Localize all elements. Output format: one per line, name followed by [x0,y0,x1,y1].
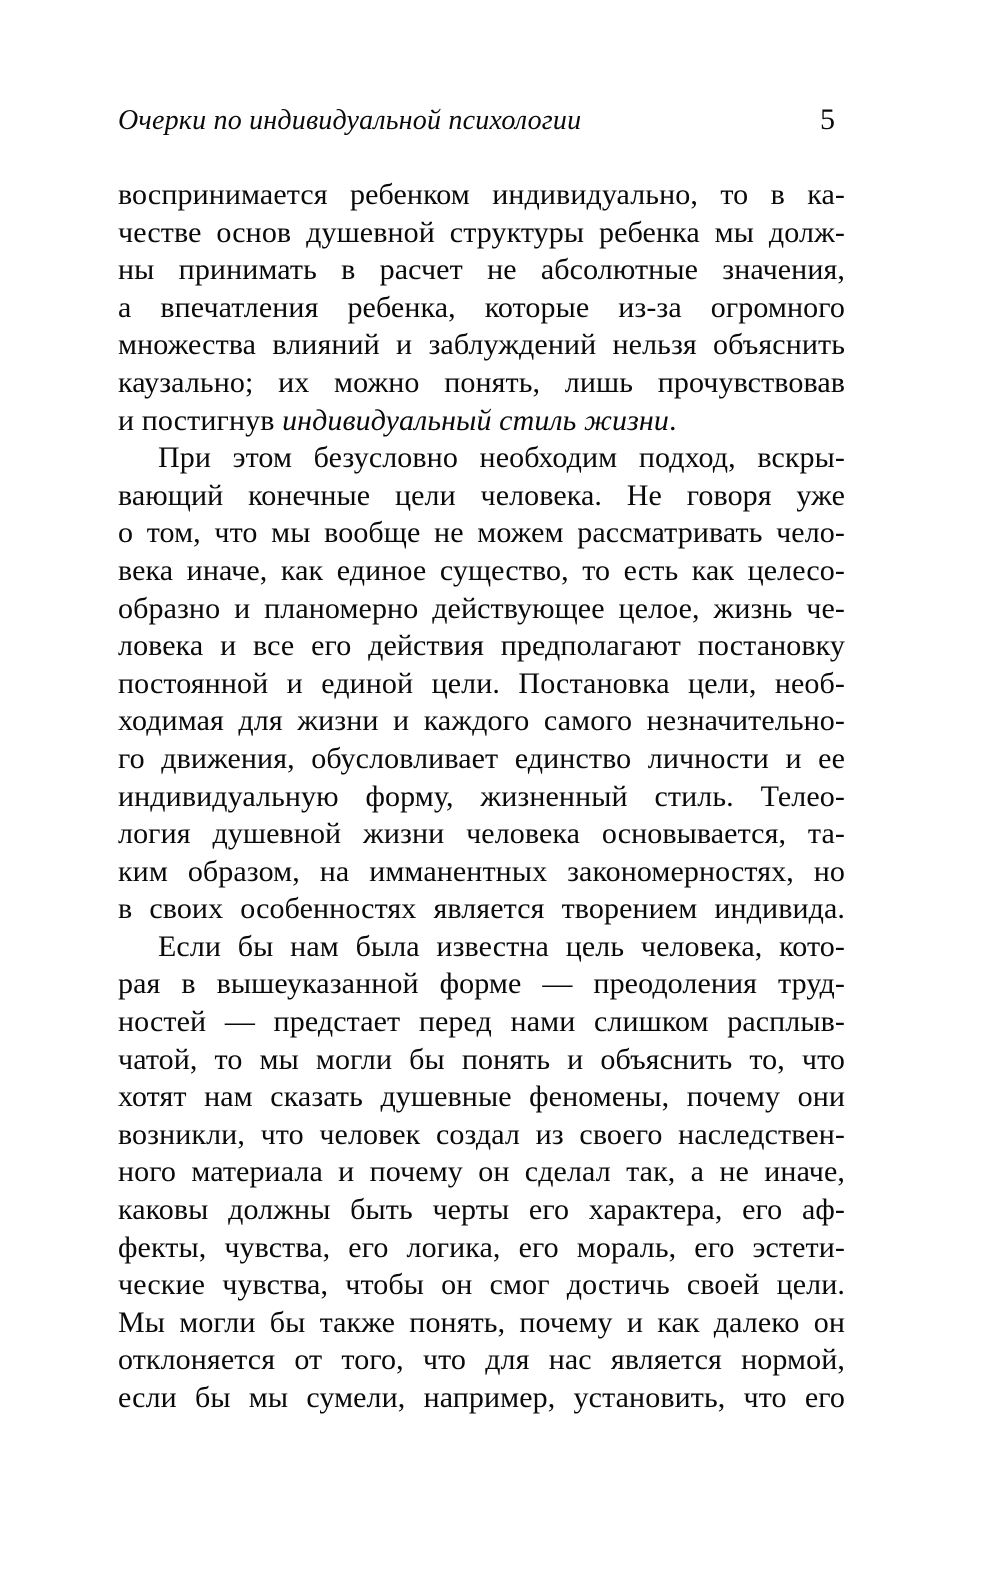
text-segment: . [668,403,677,437]
body-text [118,176,845,1417]
text-line: образно и планомерно действующее целое, жизнь че- [118,591,845,625]
text-segment: и постигнув [118,403,283,437]
text-line: о том, что мы вообще не можем рассматривать чело- [118,516,845,550]
text-line: множества влияний и заблуждений нельзя объяснить [118,328,845,362]
text-line: Мы могли бы также понять, почему и как далеко он [118,1305,845,1339]
text-line: ны принимать в расчет не абсолютные значения, [118,253,845,287]
text-line: ким образом, на имманентных закономерностях, но [118,854,845,888]
text-line: каковы должны быть черты его характера, его аф- [118,1193,845,1227]
text-line: если бы мы сумели, например, установить, что его [118,1381,845,1414]
page-header [118,101,845,140]
text-line: чатой, то мы могли бы понять и объяснить то, что [118,1042,845,1076]
text-line: Если бы нам была известна цель человека, кото- [158,929,845,963]
text-line: фекты, чувства, его логика, его мораль, его эстети- [118,1230,845,1264]
italic-phrase: индивидуальный стиль жизни [282,403,669,437]
text-line: го движения, обусловливает единство личности и ее [118,741,845,775]
text-line [118,402,845,440]
text-line: ного материала и почему он сделал так, а не иначе, [118,1155,845,1189]
running-head-title: Очерки по индивидуальной психологии [118,105,582,136]
text-line: логия душевной жизни человека основывается, та- [118,817,845,851]
text-line: постоянной и единой цели. Постановка цели, необ- [118,666,845,700]
text-line: вающий конечные цели человека. Не говоря уже [118,478,845,512]
text-line: ческие чувства, чтобы он смог достичь своей цели. [118,1268,845,1302]
text-line: в своих особенностях является творением индивида. [118,892,845,926]
text-line: воспринимается ребенком индивидуально, то в ка- [118,178,845,211]
text-line: ходимая для жизни и каждого самого незначительно- [118,704,845,738]
text-line: честве основ душевной структуры ребенка мы долж- [118,215,845,249]
text-line: ностей — предстает перед нами слишком расплыв- [118,1005,845,1039]
text-line: индивидуальную форму, жизненный стиль. Телео- [118,779,845,813]
text-line: века иначе, как единое существо, то есть как целесо- [118,553,845,587]
text-line: возникли, что человек создал из своего наследствен- [118,1117,845,1151]
text-line: ловека и все его действия предполагают постановку [118,629,845,663]
text-line: а впечатления ребенка, которые из-за огромного [118,290,845,324]
text-line: каузально; их можно понять, лишь прочувствовав [118,365,845,399]
text-line: рая в вышеуказанной форме — преодоления труд- [118,967,845,1001]
text-line: При этом безусловно необходим подход, вскры- [158,441,845,475]
page-number: 5 [820,103,835,136]
text-line: хотят нам сказать душевные феномены, почему они [118,1080,845,1114]
text-line: отклоняется от того, что для нас является нормой, [118,1343,845,1377]
